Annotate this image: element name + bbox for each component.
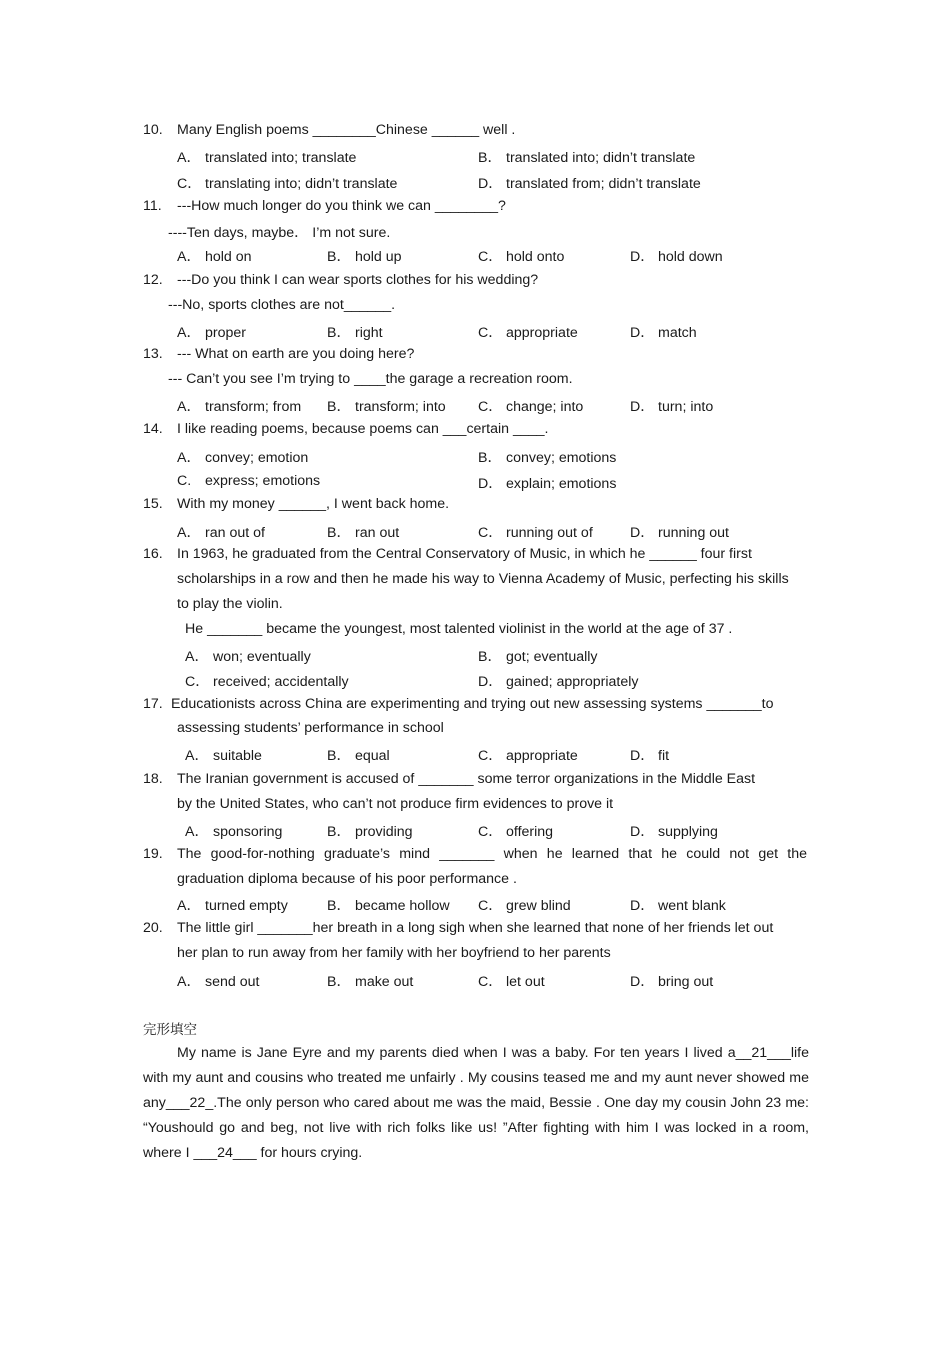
option-b: B． hold up xyxy=(327,249,402,265)
question-number: 12. xyxy=(143,272,163,288)
option-c: C． translating into; didn’t translate xyxy=(177,176,398,192)
question-stem: Many English poems ________Chinese ______ well . xyxy=(177,122,516,138)
question-stem: --- What on earth are you doing here? xyxy=(177,346,415,362)
option-b: B． transform; into xyxy=(327,399,446,415)
question-stem-line-2: by the United States, who can’t not produce firm evidences to prove it xyxy=(177,796,614,812)
option-d: D． bring out xyxy=(630,974,714,990)
cloze-passage xyxy=(143,1041,809,1166)
question-stem: ---Do you think I can wear sports clothes for his wedding? xyxy=(177,272,539,288)
option-d: D． turn; into xyxy=(630,399,714,415)
option-b: B． got; eventually xyxy=(478,649,598,665)
option-c: C． change; into xyxy=(478,399,584,415)
option-c: C． running out of xyxy=(478,525,593,541)
option-d: D． running out xyxy=(630,525,729,541)
question-number: 17. xyxy=(143,696,163,712)
option-c: C. express; emotions xyxy=(177,473,321,489)
option-c: C． let out xyxy=(478,974,545,990)
question-number: 10. xyxy=(143,122,163,138)
question-continuation: He _______ became the youngest, most talented violinist in the world at the age of 37 . xyxy=(185,621,733,637)
question-stem-line-2: assessing students’ performance in school xyxy=(177,720,444,736)
question-stem: The Iranian government is accused of _______ some terror organizations in the Middle East xyxy=(177,771,756,787)
option-b: B． equal xyxy=(327,748,390,764)
question-stem: The good-for-nothing graduate’s mind _______ when he learned that he could not get the graduation diploma because of his poor performance . xyxy=(177,846,807,887)
question-stem: I like reading poems, because poems can ___certain ____. xyxy=(177,421,549,437)
option-a: A． proper xyxy=(177,325,247,341)
question-stem: Educationists across China are experimenting and trying out new assessing systems _______to xyxy=(171,696,774,712)
question-stem: ---How much longer do you think we can ________? xyxy=(177,198,506,214)
option-a: A． transform; from xyxy=(177,399,302,415)
question-number: 15. xyxy=(143,496,163,512)
option-d: D． gained; appropriately xyxy=(478,674,639,690)
option-c: C． received; accidentally xyxy=(185,674,349,690)
option-d: D． went blank xyxy=(630,898,726,914)
option-c: C． offering xyxy=(478,824,554,840)
question-reply: --- Can’t you see I’m trying to ____the garage a recreation room. xyxy=(168,371,573,387)
option-d: D． fit xyxy=(630,748,670,764)
question-reply: ----Ten days, maybe． I’m not sure. xyxy=(168,225,391,241)
option-b: B． make out xyxy=(327,974,414,990)
option-a: A． send out xyxy=(177,974,260,990)
option-a: A． translated into; translate xyxy=(177,150,357,166)
question-number: 16. xyxy=(143,546,163,562)
option-c: C． grew blind xyxy=(478,898,571,914)
option-b: B． convey; emotions xyxy=(478,450,617,466)
option-b: B． ran out xyxy=(327,525,400,541)
option-c: C． hold onto xyxy=(478,249,565,265)
question-stem: The little girl _______her breath in a long sigh when she learned that none of her friends let out her plan to run away from her family with her boyfriend to her parents xyxy=(177,920,774,961)
option-a: A． won; eventually xyxy=(185,649,311,665)
question-number: 19. xyxy=(143,846,163,862)
option-d: D． supplying xyxy=(630,824,718,840)
cloze-paragraph: My name is Jane Eyre and my parents died when I was a baby. For ten years I lived a__21___life with my aunt and cousins who treated me unfairly . My cousins teased me and my aunt never showed me any___22_.The only person who cared about me was the maid, Bessie . One day my cousin John 23 me: “Youshould go and beg, not live with rich folks like us! ”After fighting with him I was locked in a room, where I ___24___ for hours crying. xyxy=(143,1045,809,1161)
option-d: D． explain; emotions xyxy=(478,476,617,492)
question-number: 20. xyxy=(143,920,163,936)
option-a: A． turned empty xyxy=(177,898,288,914)
option-b: B． translated into; didn’t translate xyxy=(478,150,696,166)
option-c: C． appropriate xyxy=(478,325,578,341)
option-c: C． appropriate xyxy=(478,748,578,764)
question-number: 18. xyxy=(143,771,163,787)
question-number: 14. xyxy=(143,421,163,437)
option-d: D． match xyxy=(630,325,697,341)
option-b: B． became hollow xyxy=(327,898,450,914)
option-b: B． right xyxy=(327,325,383,341)
option-d: D． translated from; didn’t translate xyxy=(478,176,701,192)
option-a: A． suitable xyxy=(185,748,262,764)
question-reply: ---No, sports clothes are not______. xyxy=(168,297,396,313)
option-a: A． convey; emotion xyxy=(177,450,309,466)
option-a: A． sponsoring xyxy=(185,824,283,840)
option-d: D． hold down xyxy=(630,249,723,265)
question-number: 11. xyxy=(143,198,162,214)
option-a: A． hold on xyxy=(177,249,252,265)
option-a: A． ran out of xyxy=(177,525,265,541)
question-number: 13. xyxy=(143,346,163,362)
question-stem: With my money ______, I went back home. xyxy=(177,496,450,512)
section-title-cloze: 完形填空 xyxy=(143,1022,197,1038)
question-stem: In 1963, he graduated from the Central Conservatory of Music, in which he ______ four first scholarships in a row and then he made his way to Vienna Academy of Music, perfecting his skills to play the violin. xyxy=(177,546,789,612)
option-b: B． providing xyxy=(327,824,413,840)
